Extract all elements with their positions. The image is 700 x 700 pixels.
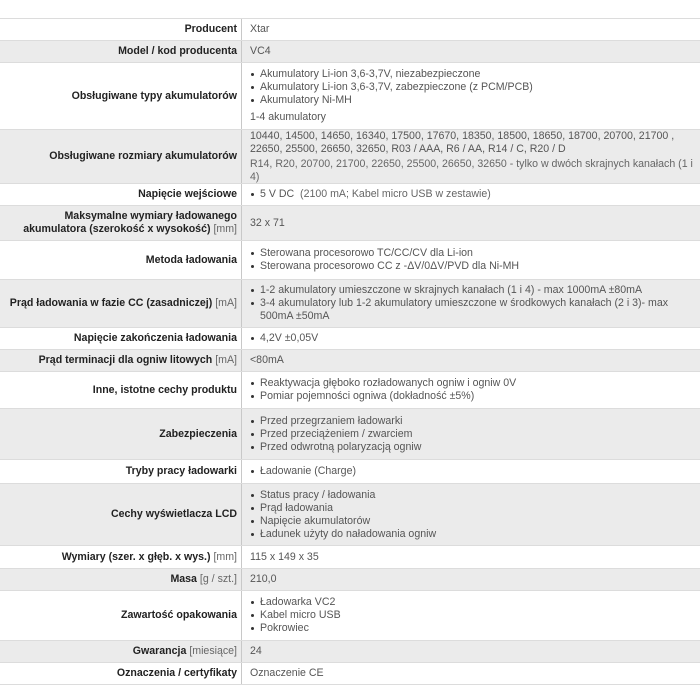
spec-row-max-dimensions [0,206,700,241]
spec-label: Masa [g / szt.] [170,573,237,585]
spec-list [250,284,696,323]
spec-value [241,328,700,349]
spec-row-warranty [0,641,700,663]
spec-row-weight [0,569,700,591]
spec-list-item: Przed przegrzaniem ładowarki [250,415,696,428]
spec-label: Oznaczenia / certyfikaty [116,667,237,679]
spec-row-battery-sizes [0,130,700,184]
spec-list-item: Ładunek użyty do naładowania ogniw [250,528,696,541]
spec-label: Zabezpieczenia [159,427,237,440]
spec-value [241,409,700,459]
spec-unit: [mm] [213,223,237,235]
spec-note: 1-4 akumulatory [250,111,326,123]
spec-list [250,596,696,635]
spec-label: Tryby pracy ładowarki [125,465,237,477]
spec-list-item: Pomiar pojemności ogniwa (dokładność ±5%) [250,390,696,403]
spec-label: Inne, istotne cechy produktu [92,383,237,396]
spec-text: 10440, 14500, 14650, 16340, 17500, 17670, 18350, 18500, 18650, 18700, 20700, 21700 , 22650, 25500, 26650, 32650, R03 / AAA, R6 / AA, R14 / C, R20 / D [250,129,675,155]
spec-row-lcd-features [0,484,700,546]
spec-list-item: Akumulatory Ni-MH [250,94,696,107]
spec-list-item: Sterowana procesorowo CC z -ΔV/0ΔV/PVD dla Ni-MH [250,260,696,273]
spec-label: Metoda ładowania [145,253,237,266]
spec-list-item: Reaktywacja głęboko rozładowanych ogniw i ogniw 0V [250,377,696,390]
spec-row-package-contents [0,591,700,641]
spec-label: Model / kod producenta [118,45,237,57]
spec-value [241,484,700,545]
spec-value [241,591,700,640]
spec-value [241,241,700,279]
spec-label: Cechy wyświetlacza LCD [111,508,237,520]
spec-value [241,280,700,327]
spec-value: Oznaczenie CE [241,663,700,684]
spec-list-item: Ładowarka VC2 [250,596,696,609]
spec-list [250,332,696,345]
spec-value: 210,0 [241,569,700,590]
spec-row-certificates [0,663,700,685]
spec-note: R14, R20, 20700, 21700, 22650, 25500, 26650, 32650 - tylko w dwóch skrajnych kanałach (1 i 4) [250,157,693,183]
spec-value: 24 [241,641,700,662]
spec-list [250,465,696,478]
spec-value: VC4 [241,41,700,62]
spec-unit: [miesiące] [189,645,237,657]
spec-label: Producent [184,23,237,35]
spec-row-operating-modes [0,460,700,484]
spec-list-item: Przed odwrotną polaryzacją ogniw [250,441,696,454]
spec-value [241,130,700,183]
spec-list-item: 4,2V ±0,05V [250,332,696,345]
spec-row-protections [0,409,700,460]
spec-list-item: Przed przeciążeniem / zwarciem [250,428,696,441]
spec-value: Xtar [241,19,700,40]
spec-value [241,460,700,483]
spec-list [250,68,696,107]
spec-row-battery-types [0,63,700,130]
spec-label: Maksymalne wymiary ładowanego akumulatora (szerokość x wysokość) [mm] [23,210,237,235]
spec-list-item: Sterowana procesorowo TC/CC/CV dla Li-ion [250,247,696,260]
spec-list-item: Pokrowiec [250,622,696,635]
spec-list-item: 3-4 akumulatory lub 1-2 akumulatory umieszczone w środkowych kanałach (2 i 3)- max 500mA ±50mA [250,297,696,323]
spec-label: Napięcie wejściowe [138,188,237,200]
spec-label: Prąd ładowania w fazie CC (zasadniczej) [mA] [9,297,237,309]
spec-list [250,247,696,273]
spec-value [241,63,700,129]
spec-unit: [mA] [215,354,237,366]
spec-value: 115 x 149 x 35 [241,546,700,568]
spec-label: Obsługiwane rozmiary akumulatorów [49,150,237,162]
spec-list-item: Prąd ładowania [250,502,696,515]
spec-label: Zawartość opakowania [121,609,237,621]
spec-unit: [g / szt.] [199,573,237,585]
spec-list-item: Akumulatory Li-ion 3,6-3,7V, zabezpieczone (z PCM/PCB) [250,81,696,94]
spec-row-model [0,41,700,63]
spec-list [250,489,696,541]
spec-row-cc-current [0,280,700,328]
spec-list-item: Kabel micro USB [250,609,696,622]
spec-value [241,372,700,408]
spec-row-other-features [0,372,700,409]
spec-label: Prąd terminacji dla ogniw litowych [mA] [38,354,237,366]
spec-label: Wymiary (szer. x głęb. x wys.) [mm] [61,550,237,563]
spec-value: <80mA [241,350,700,371]
spec-row-producer [0,18,700,41]
spec-label: Napięcie zakończenia ładowania [73,332,237,344]
spec-table [0,18,700,685]
spec-row-input-voltage [0,184,700,206]
spec-list-item: 5 V DC (2100 mA; Kabel micro USB w zestawie) [250,188,696,201]
spec-list [250,377,696,403]
spec-label: Obsługiwane typy akumulatorów [71,89,237,102]
spec-list [250,188,696,201]
spec-label: Gwarancja [miesiące] [132,645,237,657]
spec-unit: [mm] [213,550,237,563]
spec-list [250,415,696,454]
spec-row-dimensions [0,546,700,569]
spec-row-charging-method [0,241,700,280]
spec-unit: [mA] [215,297,237,309]
spec-value: 32 x 71 [241,206,700,240]
spec-list-item: Status pracy / ładowania [250,489,696,502]
spec-list-item: Akumulatory Li-ion 3,6-3,7V, niezabezpieczone [250,68,696,81]
spec-row-end-voltage [0,328,700,350]
spec-list-item: Napięcie akumulatorów [250,515,696,528]
spec-detail: (2100 mA; Kabel micro USB w zestawie) [300,188,491,200]
spec-value [241,184,700,205]
spec-list-item: Ładowanie (Charge) [250,465,696,478]
spec-list-item: 1-2 akumulatory umieszczone w skrajnych kanałach (1 i 4) - max 1000mA ±80mA [250,284,696,297]
spec-row-termination-current [0,350,700,372]
